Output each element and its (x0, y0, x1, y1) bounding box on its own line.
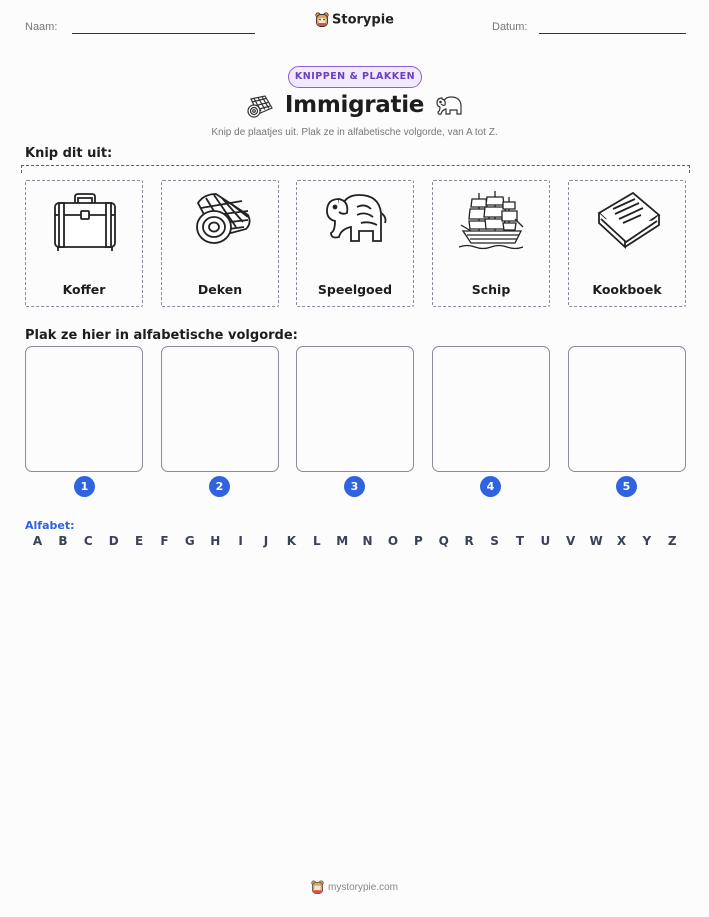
alphabet-letter: Y (642, 534, 652, 548)
blanket-roll-icon (245, 94, 275, 120)
cutout-card-kookboek[interactable] (568, 180, 686, 307)
cutout-card-schip[interactable] (432, 180, 550, 307)
alphabet-letter: L (312, 534, 321, 548)
toy-elephant-icon (434, 94, 464, 120)
slot-number: 5 (616, 476, 637, 497)
sailing-ship-icon (457, 189, 527, 253)
alphabet-letter: W (589, 534, 603, 548)
alphabet-letter: I (238, 534, 243, 548)
card-label: Schip (471, 282, 511, 297)
footer-link[interactable]: mystorypie.com (327, 882, 398, 894)
toy-elephant-icon (321, 189, 391, 253)
name-label: Naam: (25, 21, 58, 33)
alphabet-letter: E (134, 534, 144, 548)
alphabet-letter: Q (438, 534, 449, 548)
alphabet-label: Alfabet: (25, 519, 75, 532)
instructions: Knip de plaatjes uit. Plak ze in alfabetische volgorde, van A tot Z. (211, 127, 498, 138)
alphabet-letter: O (387, 534, 399, 548)
brand-name: Storypie (332, 12, 394, 28)
paste-slot-5[interactable] (568, 346, 686, 472)
alphabet-letter: J (263, 534, 269, 548)
paste-slot-2[interactable] (161, 346, 279, 472)
page-title: Immigratie (284, 92, 425, 118)
footer (0, 880, 709, 895)
slot-number: 1 (74, 476, 95, 497)
slot-number: 2 (209, 476, 230, 497)
date-label: Datum: (492, 21, 528, 33)
alphabet-letter: S (490, 534, 499, 548)
cutout-card-koffer[interactable] (25, 180, 143, 307)
alphabet-letter: C (83, 534, 93, 548)
title-row (0, 92, 709, 124)
alphabet-letter: V (566, 534, 576, 548)
alphabet-letter: B (58, 534, 68, 548)
alphabet-row (25, 534, 685, 548)
brand-logo (0, 12, 709, 28)
paste-slot-3[interactable] (296, 346, 414, 472)
card-label: Deken (197, 282, 243, 297)
card-label: Koffer (62, 282, 106, 297)
cut-line (21, 165, 690, 173)
alphabet-letter: D (108, 534, 119, 548)
alphabet-letter: X (616, 534, 627, 548)
cutout-card-speelgoed[interactable] (296, 180, 414, 307)
alphabet-letter: N (362, 534, 373, 548)
bear-icon (311, 880, 324, 895)
bear-icon (315, 12, 329, 28)
slot-number: 3 (344, 476, 365, 497)
name-field[interactable] (72, 33, 255, 34)
date-field[interactable] (539, 33, 686, 34)
blanket-roll-icon (186, 189, 256, 253)
alphabet-letter: H (210, 534, 221, 548)
card-label: Speelgoed (317, 282, 393, 297)
alphabet-letter: A (32, 534, 43, 548)
paste-slot-4[interactable] (432, 346, 550, 472)
cutout-card-deken[interactable] (161, 180, 279, 307)
cookbook-icon (593, 189, 663, 253)
card-label: Kookboek (592, 282, 662, 297)
cut-heading: Knip dit uit: (25, 146, 113, 161)
paste-slot-1[interactable] (25, 346, 143, 472)
activity-badge: KNIPPEN & PLAKKEN (288, 66, 422, 88)
alphabet-letter: R (464, 534, 474, 548)
alphabet-letter: K (286, 534, 297, 548)
slot-number: 4 (480, 476, 501, 497)
alphabet-letter: M (336, 534, 349, 548)
alphabet-letter: G (184, 534, 195, 548)
alphabet-letter: F (160, 534, 169, 548)
alphabet-letter: T (515, 534, 525, 548)
paste-heading: Plak ze hier in alfabetische volgorde: (25, 328, 298, 343)
header (0, 0, 709, 50)
alphabet-letter: P (413, 534, 423, 548)
suitcase-icon (50, 189, 120, 253)
alphabet-letter: Z (667, 534, 677, 548)
alphabet-letter: U (540, 534, 551, 548)
